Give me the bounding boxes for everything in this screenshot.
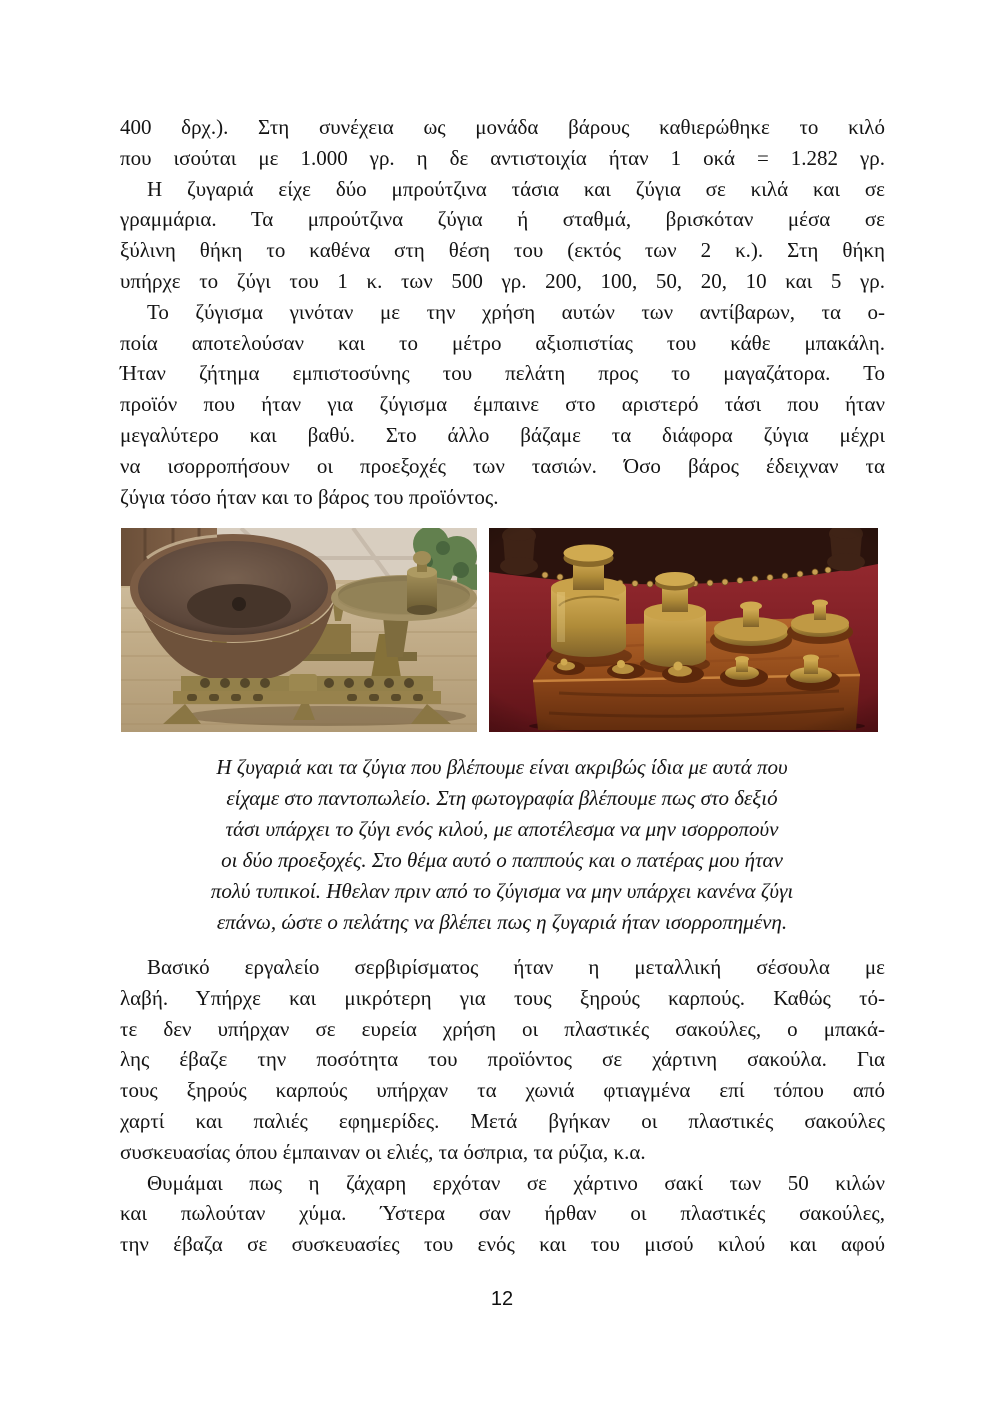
text-line: τους ξηρούς καρπούς υπήρχαν τα χωνιά φτιαγμένα επί τόπου από <box>120 1078 885 1103</box>
figure-caption <box>117 752 887 938</box>
text-line: ζύγια τόσο ήταν και το βάρος του προϊόντος. <box>120 484 499 509</box>
text-line: λαβή. Υπήρχε και μικρότερη για τους ξηρούς καρπούς. Καθώς τό- <box>120 985 885 1010</box>
balance-scale-photo <box>121 528 477 732</box>
figure-balance-scale <box>121 528 477 732</box>
text-line: και πωλούταν χύμα. Ύστερα σαν ήρθαν οι πλαστικές σακούλες, <box>120 1201 885 1226</box>
text-line: υπήρχε το ζύγι του 1 κ. των 500 γρ. 200, 100, 50, 20, 10 και 5 γρ. <box>120 268 885 293</box>
vignette <box>489 528 878 732</box>
text-line: Η ζυγαριά είχε δύο μπρούτζινα τάσια και ζύγια σε κιλά και σε <box>147 176 885 201</box>
caption-line: επάνω, ώστε ο πελάτης να βλέπει πως η ζυγαριά ήταν ισορροπημένη. <box>216 910 788 934</box>
body-text-top <box>120 112 885 512</box>
brass-weights-photo <box>489 528 878 732</box>
text-line: Θυμάμαι πως η ζάχαρη ερχόταν σε χάρτινο σακί των 50 κιλών <box>147 1170 885 1195</box>
text-line: γραμμάρια. Τα μπρούτζινα ζύγια ή σταθμά, βρισκόταν μέσα σε <box>120 207 885 232</box>
text-line: να ισορροπήσουν οι προεξοχές των τασιών. Όσο βάρος έδειχναν τα <box>120 453 885 478</box>
text-line: τε δεν υπήρχαν σε ευρεία χρήση οι πλαστικές σακούλες, ο μπακά- <box>120 1016 885 1041</box>
body-text-bottom <box>120 952 885 1260</box>
caption-line: Η ζυγαριά και τα ζύγια που βλέπουμε είναι ακριβώς ίδια με αυτά που <box>216 755 788 779</box>
text-line: μεγαλύτερο και βαθύ. Στο άλλο βάζαμε τα διάφορα ζύγια μέχρι <box>120 422 885 447</box>
text-line: που ισούται με 1.000 γρ. η δε αντιστοιχία ήταν 1 οκά = 1.282 γρ. <box>120 145 885 170</box>
text-line: Το ζύγισμα γινόταν με την χρήση αυτών των αντίβαρων, τα ο- <box>147 299 885 324</box>
text-line: 400 δρχ.). Στη συνέχεια ως μονάδα βάρους καθιερώθηκε το κιλό <box>120 115 885 139</box>
text-line: ξύλινη θήκη το καθένα στη θέση του (εκτός των 2 κ.). Στη θήκη <box>120 238 885 263</box>
figure-brass-weights <box>489 528 878 732</box>
text-line: Ήταν ζήτημα εμπιστοσύνης του πελάτη προς το μαγαζάτορα. Το <box>120 361 885 386</box>
text-line: την έβαζα σε συσκευασίες του ενός και του μισού κιλού και αφού <box>120 1232 885 1257</box>
text-line: χαρτί και παλιές εφημερίδες. Μετά βγήκαν οι πλαστικές σακούλες <box>120 1108 885 1133</box>
text-line: λης έβαζε την ποσότητα του προϊόντος σε χάρτινη σακούλα. Για <box>120 1047 885 1072</box>
caption-line: είχαμε στο παντοπωλείο. Στη φωτογραφία βλέπουμε πως στο δεξιό <box>226 786 778 810</box>
caption-line: οι δύο προεξοχές. Στο θέμα αυτό ο παππούς και ο πατέρας μου ήταν <box>221 848 783 872</box>
text-line: ποία αποτελούσαν και το μέτρο αξιοπιστίας του κάθε μπακάλη. <box>120 330 885 355</box>
caption-line: τάσι υπάρχει το ζύγι ενός κιλού, με αποτέλεσμα να μην ισορροπούν <box>225 817 779 841</box>
text-line: Βασικό εργαλείο σερβιρίσματος ήταν η μεταλλική σέσουλα με <box>147 955 885 979</box>
text-line: προϊόν που ήταν για ζύγισμα έμπαινε στο αριστερό τάσι που ήταν <box>120 392 885 417</box>
caption-line: πολύ τυπικοί. Ηθελαν πριν από το ζύγισμα να μην υπάρχει κανένα ζύγι <box>210 879 794 903</box>
page-number: 12 <box>490 1288 514 1310</box>
text-line: συσκευασίας όπου έμπαιναν οι ελιές, τα όσπρια, τα ρύζια, κ.α. <box>120 1139 646 1164</box>
